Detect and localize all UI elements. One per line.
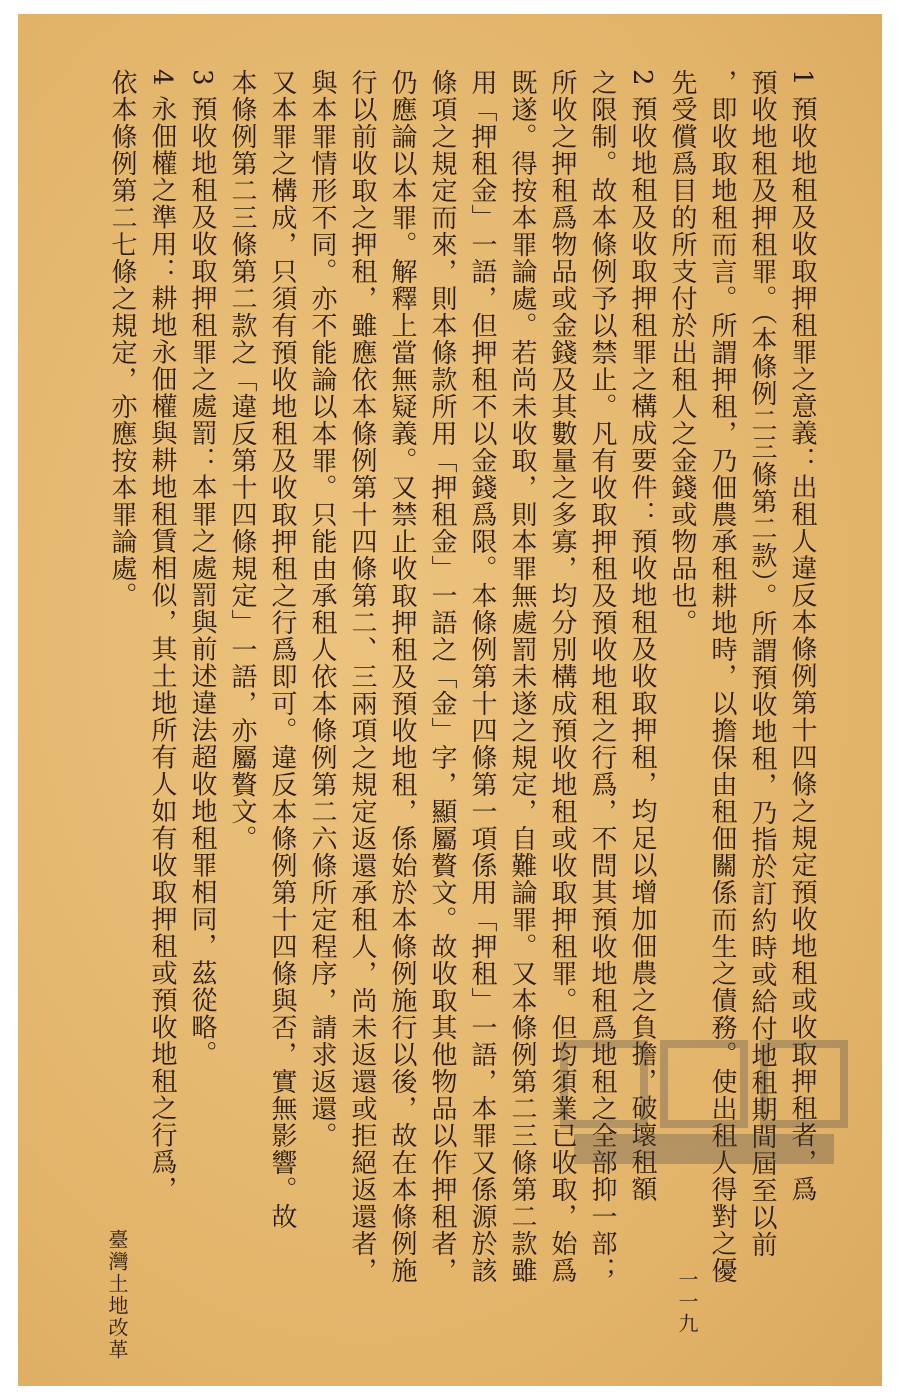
text-line: 依本條例第二七條之規定，亦應按本罪論處。: [107, 69, 137, 609]
text-line: ，即收取地租而言。所謂押租，乃佃農承租耕地時，以擔保由租佃關係而生之債務。使出租人得對之優: [707, 69, 737, 1284]
text-line: 預收地租及押租罪。（本條例二三條第二款）。所謂預收地租，乃指於訂約時或給付地租期間屆至以前: [747, 69, 777, 1258]
text-line: 既遂。得按本罪論處。若尚未收取，則本罪無處罰未遂之規定，自難論罪。又本條例第二三條第二款雖: [507, 69, 537, 1284]
text-line: 先受償爲目的所支付於出租人之金錢或物品也。: [667, 69, 697, 636]
text-line: 之限制。故本條例予以禁止。凡有收取押租及預收地租之行爲，不問其預收地租爲地租之全部抑一部；: [587, 69, 617, 1284]
text-line: 又本罪之構成，只須有預收地租及收取押租之行爲即可。違反本條例第十四條與否，實無影響。故: [267, 69, 297, 1230]
book-page: [18, 14, 882, 1386]
text-line: 4 永佃權之準用：耕地永佃權與耕地租賃相似，其土地所有人如有收取押租或預收地租之行爲，: [147, 69, 177, 1203]
text-line: 仍應論以本罪。解釋上當無疑義。又禁止收取押租及預收地租，係始於本條例施行以後，故在本條例施: [387, 69, 417, 1284]
text-line: 所收之押租爲物品或金錢及其數量之多寡，均分別構成預收地租或收取押租罪。但均須業已收取，始爲: [547, 69, 577, 1284]
text-line: 行以前收取之押租，雖應依本條例第十四條第二、三兩項之規定返還承租人，尚未返還或拒絕返還者，: [347, 69, 377, 1284]
text-line: 2 預收地租及收取押租罪之構成要件：預收地租及收取押租，均足以增加佃農之負擔，破壞租額: [627, 69, 657, 1203]
page-number: 一一九: [675, 1269, 699, 1335]
text-line: 條項之規定而來，則本條款所用「押租金」一語之「金」字，顯屬贅文。故收取其他物品以作押租者，: [427, 69, 457, 1284]
text-line: 本條例第二三條第二款之「違反第十四條規定」一語，亦屬贅文。: [227, 69, 257, 852]
archive-watermark-logo: [554, 1024, 854, 1174]
running-title: 臺灣土地改革: [105, 1229, 129, 1361]
text-line: 用「押租金」一語，但押租不以金錢爲限。本條例第十四條第一項係用「押租」一語，本罪又係源於該: [467, 69, 497, 1284]
text-line: 與本罪情形不同。亦不能論以本罪。只能由承租人依本條例第二六條所定程序，請求返還。: [307, 69, 337, 1149]
text-line: 1 預收地租及收取押租罪之意義：出租人違反本條例第十四條之規定預收地租或收取押租者，爲: [787, 69, 817, 1203]
text-line: 3 預收地租及收取押租罪之處罰：本罪之處罰與前述違法超收地租罪相同，茲從略。: [187, 69, 217, 1068]
